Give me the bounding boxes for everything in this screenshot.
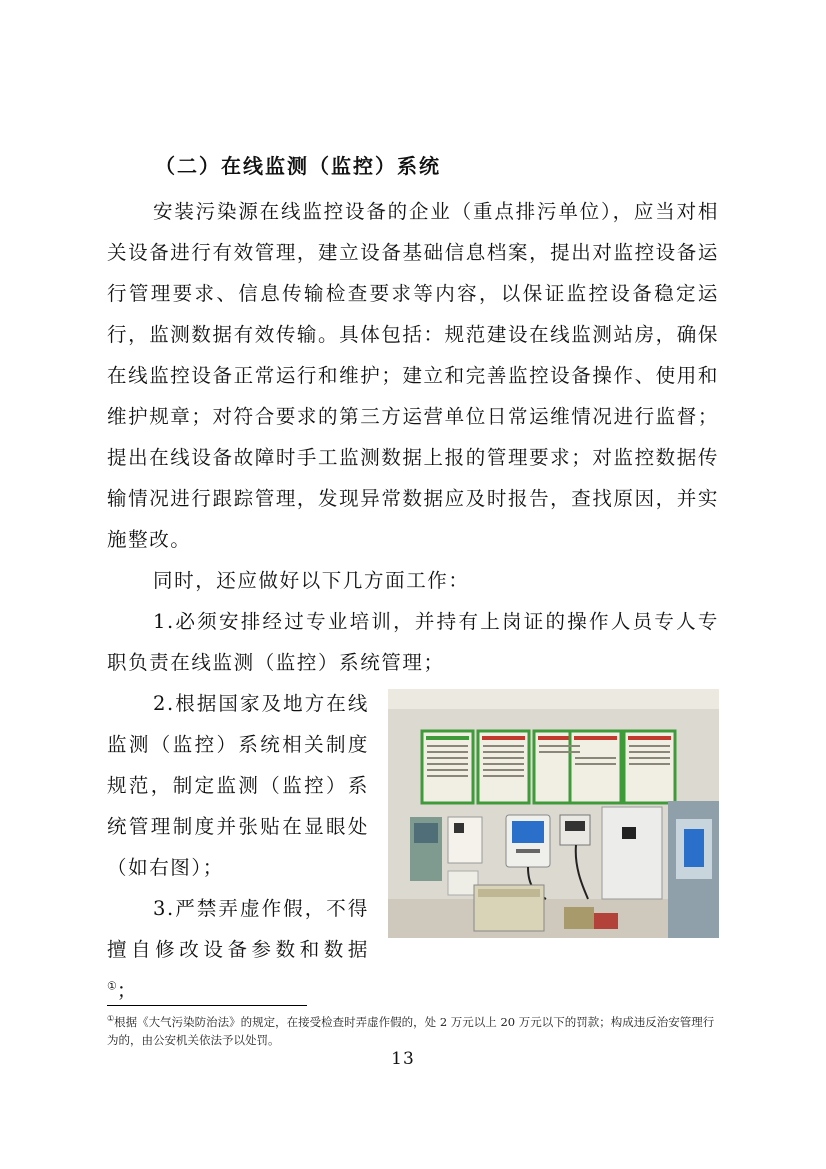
analyzer-unit: [506, 815, 550, 867]
footnote: [107, 1013, 722, 1049]
footnote-mark: ①: [107, 1014, 115, 1024]
list-item-2: 2.根据国家及地方在线监测（监控）系统相关制度规范，制定监测（监控）系统管理制度并张贴在显眼处（如右图）；: [107, 692, 369, 879]
page-number: 13: [391, 1049, 415, 1069]
list-item-3-end: ；: [116, 979, 138, 1002]
section-heading: （二）在线监测（监控）系统: [155, 154, 441, 178]
monitoring-station-photo: [388, 689, 719, 938]
paragraph-also: 同时，还应做好以下几方面工作：: [153, 569, 470, 592]
regulation-posters: [422, 731, 675, 803]
list-item-3: [107, 888, 369, 1011]
list-item-1: 1.必须安排经过专业培训，并持有上岗证的操作人员专人专职负责在线监测（监控）系统管理；: [107, 610, 719, 674]
list-item-3-text: 3.严禁弄虚作假，不得擅自修改设备参数和数据: [107, 897, 369, 961]
paragraph-intro: 安装污染源在线监控设备的企业（重点排污单位），应当对相关设备进行有效管理，建立设备基础信息档案，提出对监控设备运行管理要求、信息传输检查要求等内容，以保证监控设备稳定运行，监测数据有效传输。具体包括：规范建设在线监测站房，确保在线监控设备正常运行和维护；建立和完善监控设备操作、使用和维护规章；对符合要求的第三方运营单位日常运维情况进行监督；提出在线设备故障时手工监测数据上报的管理要求；对监控数据传输情况进行跟踪管理，发现异常数据应及时报告，查找原因，并实施整改。: [107, 200, 719, 551]
footnote-reference[interactable]: ①: [107, 979, 117, 993]
footnote-text: 根据《大气污染防治法》的规定，在接受检查时弄虚作假的，处 2 万元以上 20 万元以下的罚款；构成违反治安管理行为的，由公安机关依法予以处罚。: [107, 1015, 715, 1047]
footnote-rule: [107, 1005, 307, 1006]
